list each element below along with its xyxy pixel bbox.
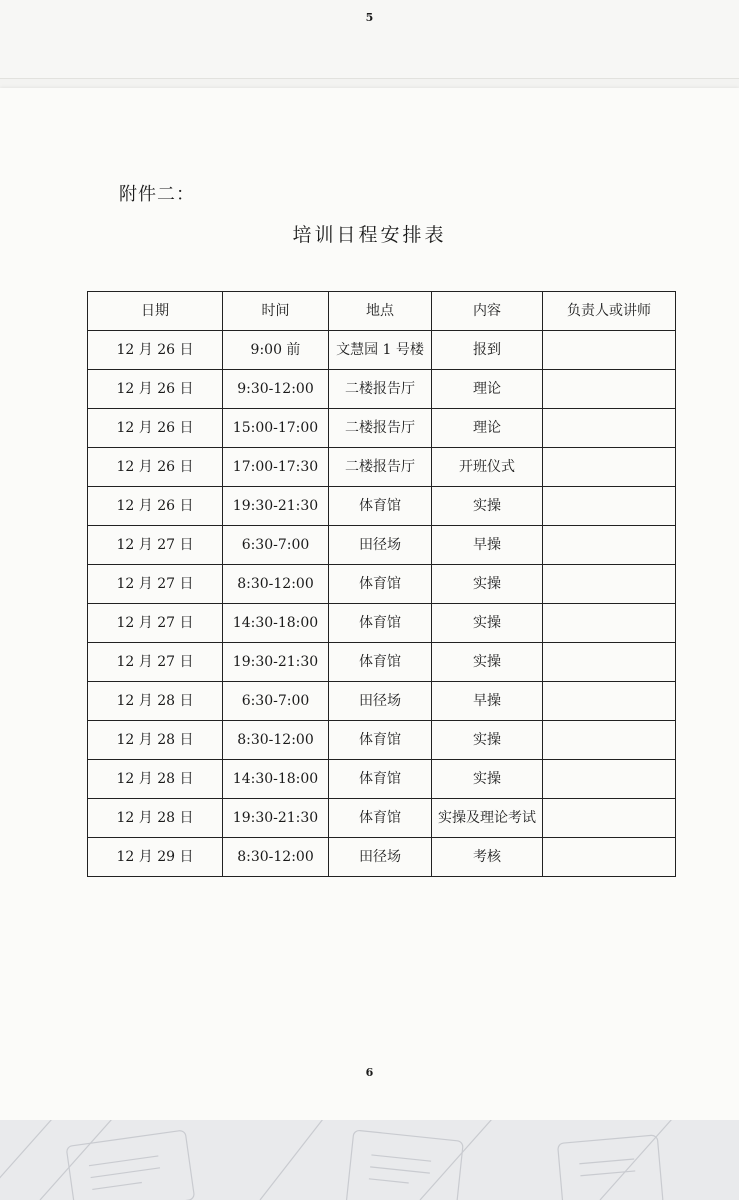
date-cell: 12 月 28 日 — [88, 799, 223, 838]
time-cell: 14:30-18:00 — [223, 760, 329, 799]
content-cell: 考核 — [432, 838, 543, 877]
time-cell: 15:00-17:00 — [223, 409, 329, 448]
content-cell: 早操 — [432, 682, 543, 721]
content-cell: 实操 — [432, 721, 543, 760]
footer-decoration — [0, 1120, 739, 1200]
location-cell: 体育馆 — [329, 565, 432, 604]
table-row — [88, 526, 676, 565]
content-cell: 报到 — [432, 331, 543, 370]
time-cell: 19:30-21:30 — [223, 487, 329, 526]
date-cell: 12 月 26 日 — [88, 409, 223, 448]
content-cell: 早操 — [432, 526, 543, 565]
time-cell: 6:30-7:00 — [223, 682, 329, 721]
instructor-cell — [543, 565, 676, 604]
table-row — [88, 448, 676, 487]
date-cell: 12 月 26 日 — [88, 487, 223, 526]
instructor-cell — [543, 331, 676, 370]
content-cell: 实操及理论考试 — [432, 799, 543, 838]
table-row — [88, 331, 676, 370]
location-cell: 文慧园 1 号楼 — [329, 331, 432, 370]
time-cell: 8:30-12:00 — [223, 721, 329, 760]
time-cell: 9:30-12:00 — [223, 370, 329, 409]
location-cell: 体育馆 — [329, 487, 432, 526]
table-title: 培训日程安排表 — [292, 224, 447, 246]
table-row — [88, 643, 676, 682]
table-row — [88, 409, 676, 448]
previous-page-number: 5 — [365, 11, 374, 24]
instructor-cell — [543, 604, 676, 643]
time-cell: 8:30-12:00 — [223, 565, 329, 604]
instructor-cell — [543, 370, 676, 409]
location-cell: 二楼报告厅 — [329, 448, 432, 487]
table-header-row — [88, 292, 676, 331]
date-cell: 12 月 29 日 — [88, 838, 223, 877]
time-cell: 19:30-21:30 — [223, 799, 329, 838]
date-cell: 12 月 27 日 — [88, 526, 223, 565]
location-cell: 田径场 — [329, 838, 432, 877]
instructor-cell — [543, 682, 676, 721]
instructor-cell — [543, 838, 676, 877]
table-row — [88, 604, 676, 643]
time-cell: 19:30-21:30 — [223, 643, 329, 682]
column-header: 日期 — [88, 292, 223, 331]
time-cell: 14:30-18:00 — [223, 604, 329, 643]
date-cell: 12 月 28 日 — [88, 760, 223, 799]
instructor-cell — [543, 448, 676, 487]
time-cell: 8:30-12:00 — [223, 838, 329, 877]
content-cell: 理论 — [432, 409, 543, 448]
time-cell: 17:00-17:30 — [223, 448, 329, 487]
column-header: 时间 — [223, 292, 329, 331]
table-row — [88, 799, 676, 838]
instructor-cell — [543, 721, 676, 760]
column-header: 负责人或讲师 — [543, 292, 676, 331]
content-cell: 开班仪式 — [432, 448, 543, 487]
table-row — [88, 565, 676, 604]
table-row — [88, 838, 676, 877]
date-cell: 12 月 26 日 — [88, 448, 223, 487]
schedule-table — [87, 291, 676, 877]
document-pattern-icon — [0, 1120, 739, 1200]
date-cell: 12 月 27 日 — [88, 565, 223, 604]
instructor-cell — [543, 760, 676, 799]
instructor-cell — [543, 799, 676, 838]
date-cell: 12 月 28 日 — [88, 721, 223, 760]
column-header: 内容 — [432, 292, 543, 331]
date-cell: 12 月 26 日 — [88, 331, 223, 370]
column-header: 地点 — [329, 292, 432, 331]
date-cell: 12 月 27 日 — [88, 604, 223, 643]
content-cell: 实操 — [432, 643, 543, 682]
document-page — [0, 88, 739, 1120]
location-cell: 体育馆 — [329, 721, 432, 760]
content-cell: 实操 — [432, 604, 543, 643]
date-cell: 12 月 28 日 — [88, 682, 223, 721]
previous-page-bottom — [0, 0, 739, 79]
location-cell: 二楼报告厅 — [329, 409, 432, 448]
location-cell: 田径场 — [329, 682, 432, 721]
location-cell: 体育馆 — [329, 799, 432, 838]
time-cell: 6:30-7:00 — [223, 526, 329, 565]
content-cell: 实操 — [432, 487, 543, 526]
table-row — [88, 487, 676, 526]
location-cell: 体育馆 — [329, 760, 432, 799]
location-cell: 田径场 — [329, 526, 432, 565]
date-cell: 12 月 26 日 — [88, 370, 223, 409]
content-cell: 实操 — [432, 760, 543, 799]
location-cell: 体育馆 — [329, 604, 432, 643]
instructor-cell — [543, 643, 676, 682]
location-cell: 二楼报告厅 — [329, 370, 432, 409]
table-row — [88, 370, 676, 409]
attachment-label: 附件二： — [119, 184, 195, 205]
table-body — [88, 331, 676, 877]
page-number: 6 — [365, 1066, 374, 1079]
content-cell: 实操 — [432, 565, 543, 604]
time-cell: 9:00 前 — [223, 331, 329, 370]
table-row — [88, 760, 676, 799]
instructor-cell — [543, 526, 676, 565]
table-row — [88, 682, 676, 721]
date-cell: 12 月 27 日 — [88, 643, 223, 682]
instructor-cell — [543, 487, 676, 526]
table-row — [88, 721, 676, 760]
location-cell: 体育馆 — [329, 643, 432, 682]
content-cell: 理论 — [432, 370, 543, 409]
instructor-cell — [543, 409, 676, 448]
